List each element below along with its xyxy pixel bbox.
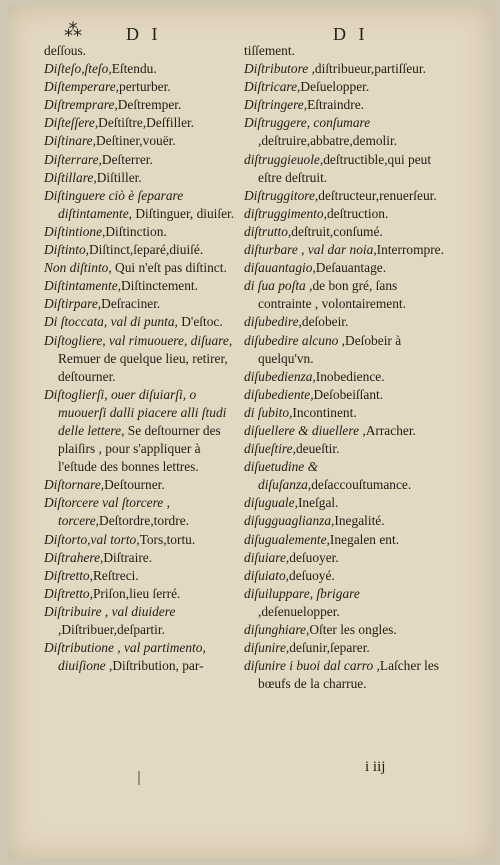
right-column (244, 42, 444, 693)
dictionary-entry (44, 549, 240, 567)
dictionary-entry (244, 422, 444, 440)
entry-headword: di ſua poſta , (244, 278, 313, 294)
dictionary-entry (244, 494, 444, 512)
entry-headword: Diſtinguere ciò è ſeparare diſtintamente (44, 187, 184, 221)
dictionary-entry (44, 494, 240, 530)
dictionary-entry (244, 512, 444, 530)
dictionary-entry (244, 639, 444, 657)
entry-translation: diſtribueur,partiſſeur. (314, 61, 426, 77)
entry-headword: Diſtretto, (44, 567, 93, 583)
entry-headword: diſtrutto, (244, 223, 292, 239)
entry-translation: Diſtiller. (96, 169, 142, 185)
entry-headword: Diſtributore , (244, 61, 315, 77)
entry-headword: diſuellere & diuellere , (244, 422, 366, 438)
dictionary-entry (44, 114, 240, 132)
dictionary-entry (244, 205, 444, 223)
entry-translation: Deſtordre,tordre. (99, 513, 190, 529)
entry-headword: Diſtinto, (44, 242, 90, 258)
dictionary-entry (244, 277, 444, 313)
entry-headword: diſuiato, (244, 567, 290, 583)
entry-headword: Diſtributione , val partimento, diuiſione , (44, 640, 206, 674)
entry-translation: deſenuelopper. (261, 603, 340, 619)
dictionary-entry (244, 567, 444, 585)
dictionary-entry (244, 404, 444, 422)
dictionary-entry (44, 42, 240, 60)
entry-translation: Deſraciner. (101, 296, 161, 312)
dictionary-entry (44, 78, 240, 96)
entry-headword: Diſtillare, (44, 169, 97, 185)
dictionary-entry (44, 169, 240, 187)
entry-headword: diſuetudine & diſuſanza, (244, 459, 319, 493)
entry-headword: Diſtruggere, conſumare , (244, 115, 371, 149)
entry-headword: diſuiluppare, ſbrigare , (244, 585, 360, 619)
book-page (8, 6, 492, 859)
entry-translation: Incontinent. (292, 404, 357, 420)
dictionary-entry (44, 639, 240, 675)
entry-translation: deueſtir. (295, 441, 340, 457)
dictionary-entry (44, 313, 240, 331)
entry-headword: Diſtricare, (244, 79, 301, 95)
entry-translation: Deſobeiſſant. (313, 386, 384, 402)
entry-translation: , Qui n'eſt pas diſtinct. (108, 260, 227, 276)
entry-headword: Diſterrare, (44, 151, 102, 167)
entry-translation: deſtruire,abbatre,demolir. (261, 133, 398, 149)
entry-headword: diſubedienza, (244, 368, 316, 384)
entry-headword: Diſtruggitore, (244, 187, 319, 203)
entry-translation: Eſtraindre. (307, 97, 364, 113)
entry-translation: Deſtourner. (104, 477, 165, 493)
entry-translation: Diſtribution, par- (112, 658, 204, 674)
dictionary-entry (244, 259, 444, 277)
entry-translation: Eſtendu. (111, 61, 157, 77)
entry-translation: Diſtraire. (103, 549, 153, 565)
entry-translation: Inegalité. (334, 513, 385, 529)
dictionary-entry (44, 531, 240, 549)
entry-translation: Arracher. (365, 422, 416, 438)
dictionary-entry (244, 549, 444, 567)
entry-translation: deſobeir. (301, 314, 349, 330)
entry-translation: Diſtinctement. (120, 278, 198, 294)
entry-headword: Diſtorcere val ſtorcere , torcere, (44, 495, 170, 529)
entry-headword: diſugguaglianza, (244, 513, 335, 529)
dictionary-entry (244, 187, 444, 205)
entry-translation: deſtruction. (326, 205, 389, 221)
entry-headword: Non diſtinto (44, 260, 109, 276)
dictionary-entry (44, 585, 240, 603)
dictionary-entry (44, 567, 240, 585)
dictionary-entry (244, 440, 444, 458)
entry-translation: , Se deſtourner des plaiſirs , pour s'appliquer à l'eſtude des bonnes lettres. (58, 422, 221, 475)
entry-headword: diſtruggimento, (244, 205, 327, 221)
entry-translation: deſtructible,qui peut eſtre deſtruit. (258, 151, 432, 185)
entry-headword: Diſtintione, (44, 223, 106, 239)
dictionary-entry (44, 241, 240, 259)
dictionary-entry (244, 313, 444, 331)
entry-headword: Diſtribuire , val diuidere , (44, 603, 176, 637)
entry-translation: deſaccouſtumance. (311, 477, 412, 493)
entry-translation: Diſtribuer,deſpartir. (61, 622, 165, 637)
dictionary-entry (44, 603, 240, 639)
entry-translation: Deſuelopper. (300, 79, 370, 95)
entry-translation: Inegalen ent. (329, 531, 400, 547)
entry-translation: , Remuer de quelque lieu, retirer, deſtourner. (58, 332, 233, 384)
dictionary-entry (244, 42, 444, 60)
header-ornament: ⁂ (64, 20, 82, 40)
dictionary-entry (44, 259, 240, 277)
entry-translation: , Diſtinguer, diuiſer. (128, 205, 235, 221)
entry-translation: deſunir,ſeparer. (289, 640, 370, 656)
entry-translation: Tors,tortu. (139, 531, 196, 547)
entry-translation: Laſcher les bœufs de la charrue. (258, 658, 439, 692)
entry-translation: Priſon,lieu ſerré. (92, 585, 181, 601)
entry-headword: diſubediente, (244, 386, 314, 402)
signature-mark: i iij (365, 759, 386, 775)
entry-headword: diſauantagio, (244, 260, 316, 276)
dictionary-entry (44, 295, 240, 313)
dictionary-entry (244, 531, 444, 549)
dictionary-entry (244, 585, 444, 621)
entry-headword: Diſtornare, (44, 477, 105, 493)
entry-headword: diſubedire alcuno , (244, 332, 346, 348)
dictionary-entry (244, 368, 444, 386)
dictionary-entry (244, 114, 444, 150)
entry-headword: Di ſtoccata, val di punta (44, 314, 175, 330)
entry-headword: Diſtoglierſi, ouer diſuiarſi, o muouerſi dalli piacere alli ſtudi delle lettere (44, 386, 227, 438)
entry-headword: diſuiare, (244, 549, 290, 565)
entry-headword: Diſtrahere, (44, 549, 104, 565)
dictionary-entry (44, 151, 240, 169)
entry-translation: Deſtremper. (117, 97, 182, 113)
entry-translation: deſſous. (44, 43, 87, 58)
dictionary-entry (44, 332, 240, 386)
entry-headword: Diſtorto,val torto, (44, 531, 140, 547)
entry-headword: diſunire i buoi dal carro , (244, 658, 380, 674)
entry-headword: Diſtretto, (44, 585, 93, 601)
entry-translation: Oſter les ongles. (309, 622, 397, 637)
entry-headword: Diſtintamente, (44, 278, 121, 294)
entry-headword: Diſtirpare, (44, 296, 102, 312)
entry-translation: , D'eſtoc. (174, 314, 223, 330)
entry-headword: diſunire, (244, 640, 290, 656)
entry-translation: perturber. (119, 79, 171, 95)
dictionary-entry (244, 332, 444, 368)
entry-translation: Inobedience. (315, 368, 385, 384)
dictionary-entry (44, 187, 240, 223)
entry-translation: Diſtinction. (105, 223, 167, 239)
dictionary-entry (244, 78, 444, 96)
dictionary-entry (44, 132, 240, 150)
entry-translation: deſuoyer. (289, 549, 339, 565)
entry-translation: deſuoyé. (289, 567, 335, 583)
dictionary-entry (44, 96, 240, 114)
entry-headword: diſuguale, (244, 495, 298, 511)
entry-headword: diſubedire, (244, 314, 302, 330)
entry-translation: deſtruit,conſumé. (291, 223, 383, 239)
dictionary-entry (244, 657, 444, 693)
ink-mark (138, 771, 140, 785)
entry-translation: Deſobeir à quelqu'vn. (258, 332, 402, 366)
dictionary-entry (44, 223, 240, 241)
dictionary-entry (244, 241, 444, 259)
entry-headword: Diſtinare, (44, 133, 96, 149)
entry-translation: Deſtiner,vouër. (95, 133, 176, 149)
entry-translation: de bon gré, ſans contrainte , volontairement. (258, 278, 406, 312)
dictionary-entry (244, 96, 444, 114)
header-left: D I (126, 24, 162, 44)
entry-headword: diſueſtire, (244, 441, 296, 457)
entry-headword: diſturbare , val dar noia, (244, 242, 377, 258)
dictionary-entry (244, 386, 444, 404)
dictionary-entry (244, 151, 444, 187)
dictionary-entry (44, 386, 240, 476)
entry-headword: di ſubito, (244, 404, 293, 420)
entry-headword: Diſtremprare, (44, 97, 118, 113)
dictionary-entry (44, 277, 240, 295)
entry-headword: Diſtogliere, val rimuouere, diſuare (44, 332, 229, 348)
entry-translation: tiſſement. (244, 43, 295, 58)
entry-headword: Diſtemperare, (44, 79, 119, 95)
entry-translation: Deſterrer. (101, 151, 153, 167)
dictionary-entry (44, 476, 240, 494)
dictionary-entry (244, 621, 444, 639)
entry-headword: Diſteſo,ſteſo, (44, 61, 112, 77)
entry-headword: Diſtringere, (244, 97, 308, 113)
left-column (44, 42, 240, 675)
entry-translation: Deſtiſtre,Deſfiller. (98, 115, 195, 131)
dictionary-entry (244, 458, 444, 494)
entry-translation: Deſauantage. (315, 260, 387, 276)
entry-headword: diſugualemente, (244, 531, 330, 547)
entry-headword: diſtruggieuole, (244, 151, 324, 167)
entry-translation: Ineſgal. (297, 495, 339, 511)
header-right: D I (333, 24, 369, 44)
entry-headword: diſunghiare, (244, 622, 310, 637)
dictionary-entry (44, 60, 240, 78)
entry-translation: Reſtreci. (92, 567, 139, 583)
entry-headword: Diſteſſere, (44, 115, 99, 131)
entry-translation: Diſtinct,ſeparé,diuiſé. (89, 242, 204, 258)
entry-translation: Interrompre. (376, 242, 444, 258)
dictionary-entry (244, 223, 444, 241)
dictionary-entry (244, 60, 444, 78)
entry-translation: deſtructeur,renuerſeur. (318, 187, 437, 203)
